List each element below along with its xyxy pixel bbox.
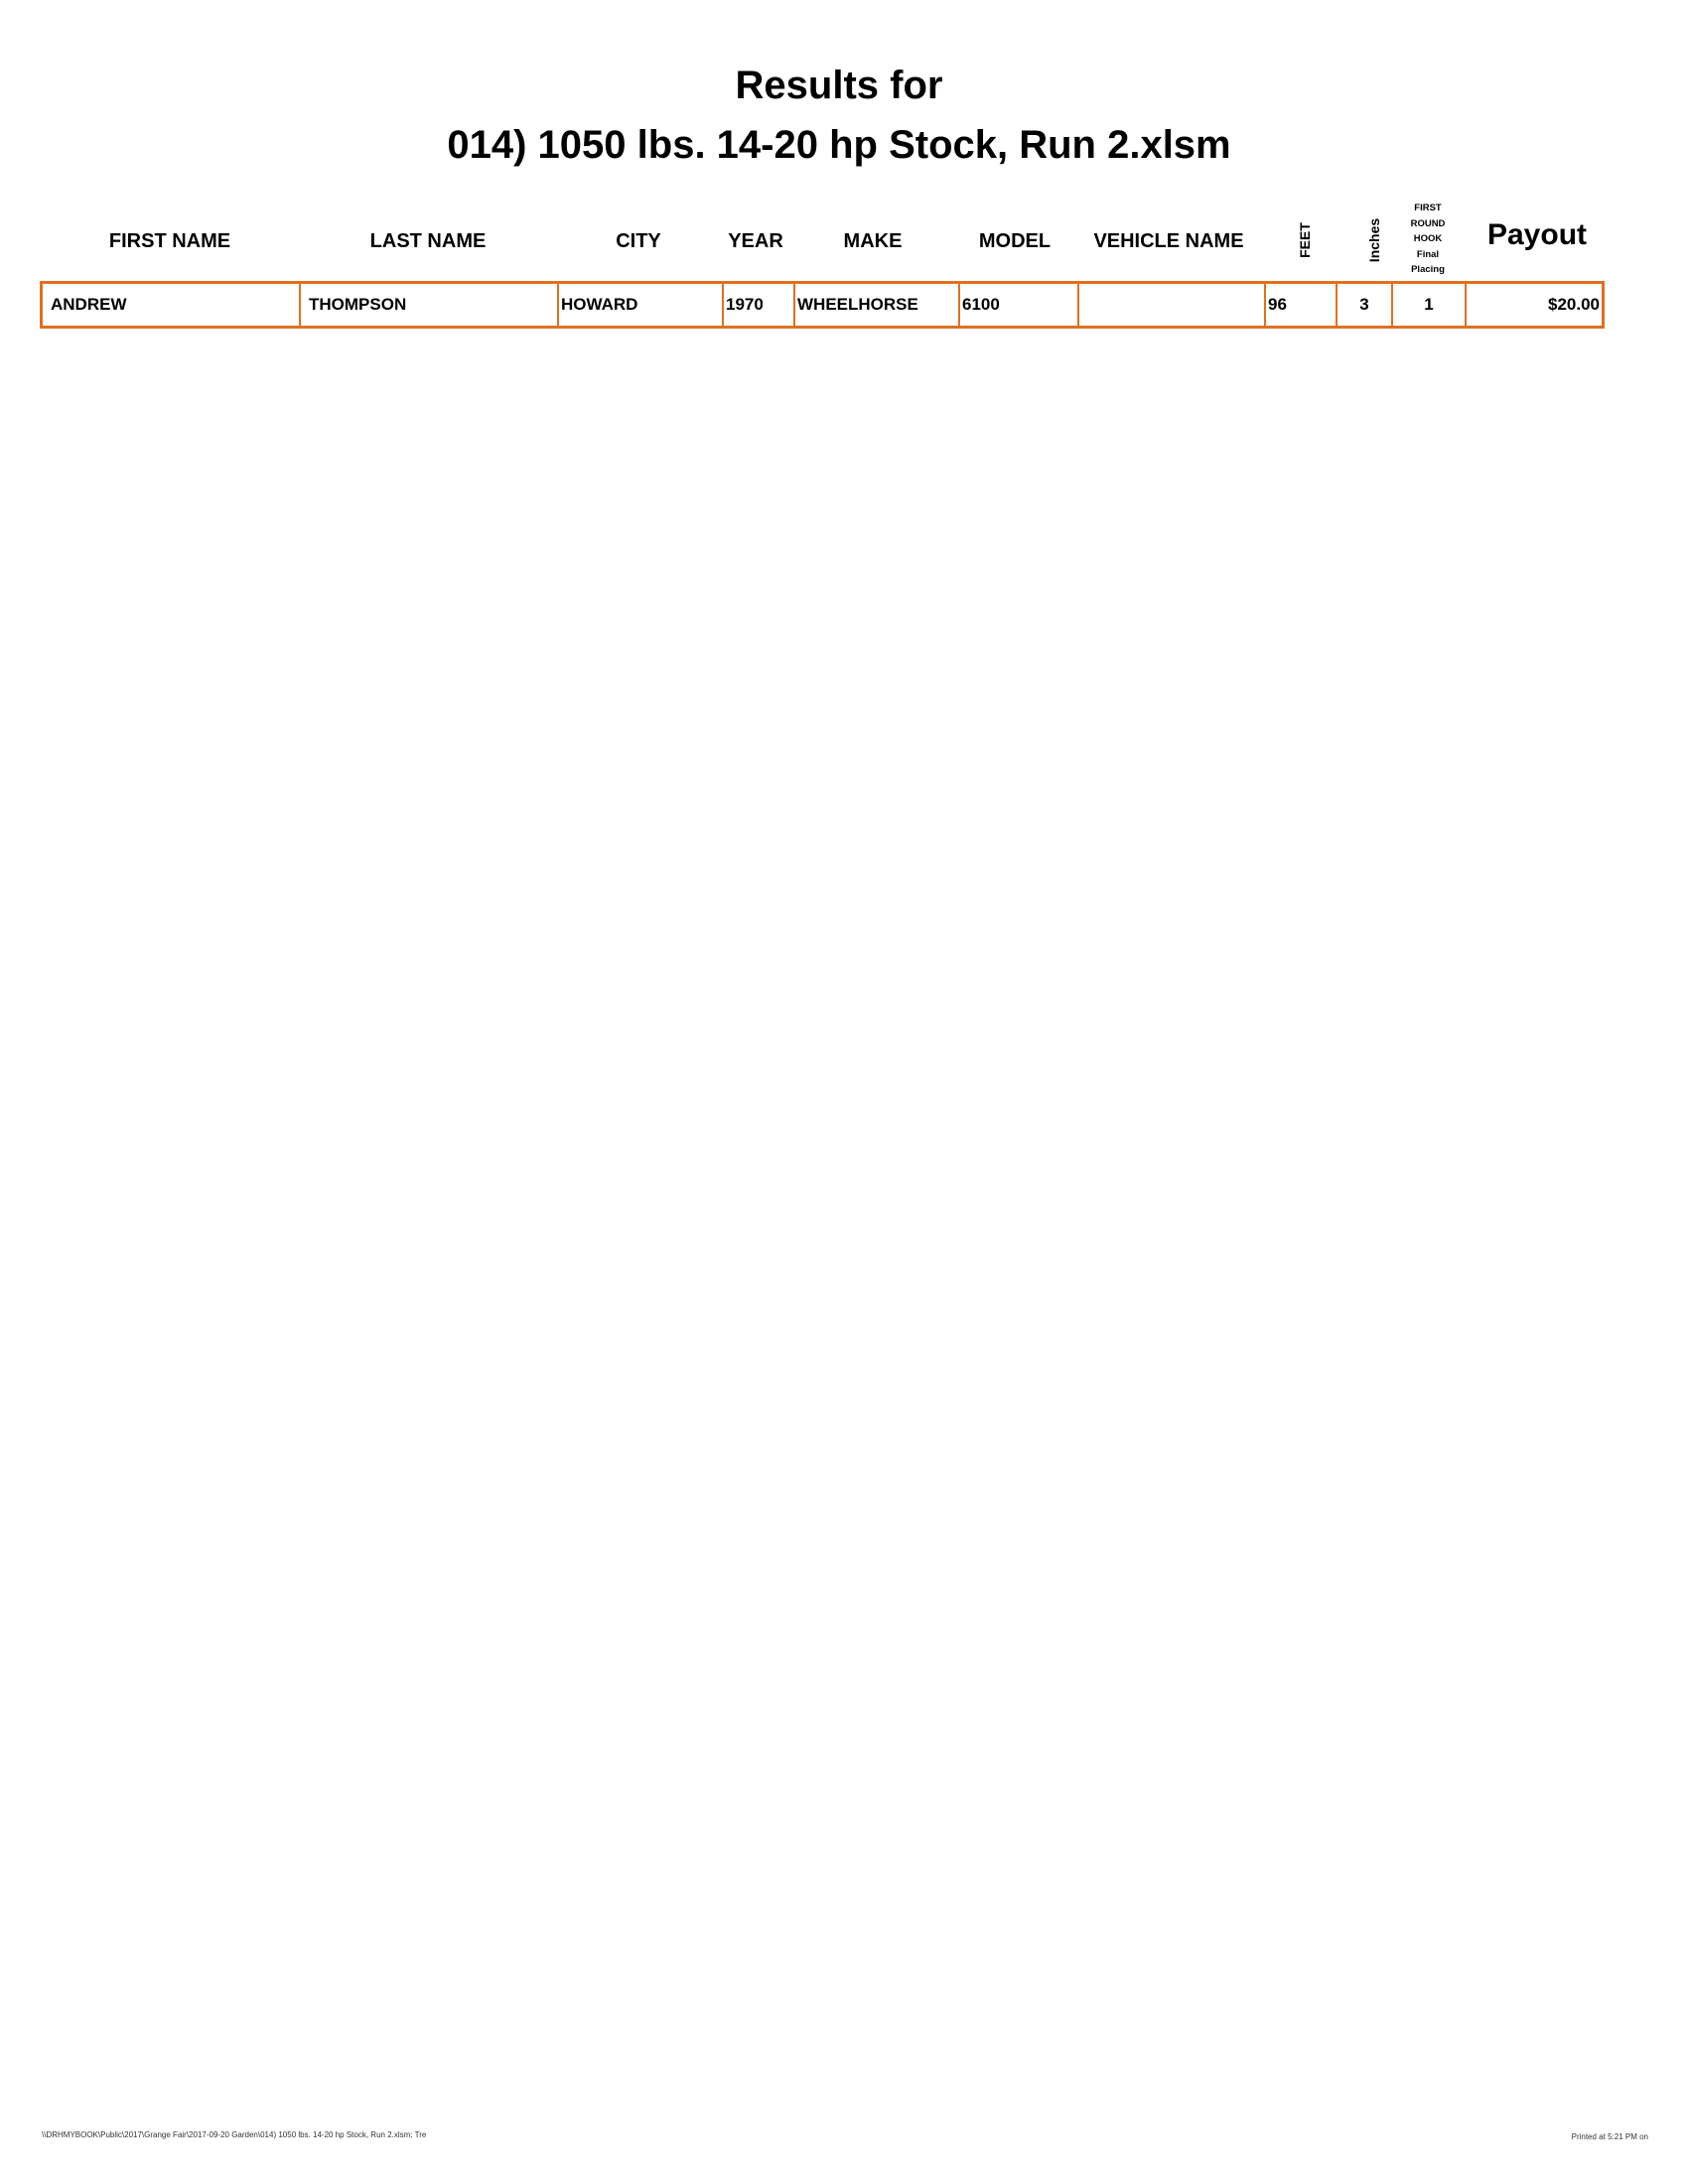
header-vehicle-name: VEHICLE NAME xyxy=(1093,229,1244,252)
header-make: MAKE xyxy=(843,229,903,252)
table-row xyxy=(40,281,1605,329)
header-hook-line3: HOOK xyxy=(1413,233,1443,244)
cell-inches: 3 xyxy=(1337,284,1393,326)
header-payout: Payout xyxy=(1486,218,1588,251)
header-feet: FEET xyxy=(1297,222,1313,258)
cell-payout: $20.00 xyxy=(1548,295,1600,314)
cell-last-name: THOMPSON xyxy=(301,284,559,326)
header-first-name: FIRST NAME xyxy=(108,229,231,252)
header-hook-line2: ROUND xyxy=(1410,217,1446,229)
header-hook-placing xyxy=(1398,201,1458,278)
header-city: CITY xyxy=(616,229,661,252)
header-last-name: LAST NAME xyxy=(369,229,487,252)
cell-make: WHEELHORSE xyxy=(795,284,960,326)
header-model: MODEL xyxy=(978,229,1052,252)
cell-model: 6100 xyxy=(960,284,1079,326)
page-title-line2: 014) 1050 lbs. 14-20 hp Stock, Run 2.xlsm xyxy=(447,123,1231,167)
cell-city: HOWARD xyxy=(559,284,724,326)
cell-feet: 96 xyxy=(1266,284,1337,326)
cell-placing: 1 xyxy=(1393,284,1467,326)
cell-year: 1970 xyxy=(724,284,795,326)
cell-vehicle-name xyxy=(1079,284,1266,326)
page-title-line1: Results for xyxy=(735,64,943,107)
header-year: YEAR xyxy=(728,229,783,252)
header-hook-line4: Final xyxy=(1416,248,1440,260)
footer-file-path: \\DRHMYBOOK\Public\2017\Grange Fair\2017-09-20 Garden\014) 1050 lbs. 14-20 hp Stock, Run 2.xlsm; Tre xyxy=(42,2130,427,2139)
header-hook-line5: Placing xyxy=(1411,264,1445,275)
footer-printed-at: Printed at 5:21 PM on xyxy=(1571,2132,1648,2141)
cell-first-name: ANDREW xyxy=(43,284,301,326)
header-hook-line1: FIRST xyxy=(1414,203,1442,213)
header-inches: Inches xyxy=(1366,217,1382,263)
